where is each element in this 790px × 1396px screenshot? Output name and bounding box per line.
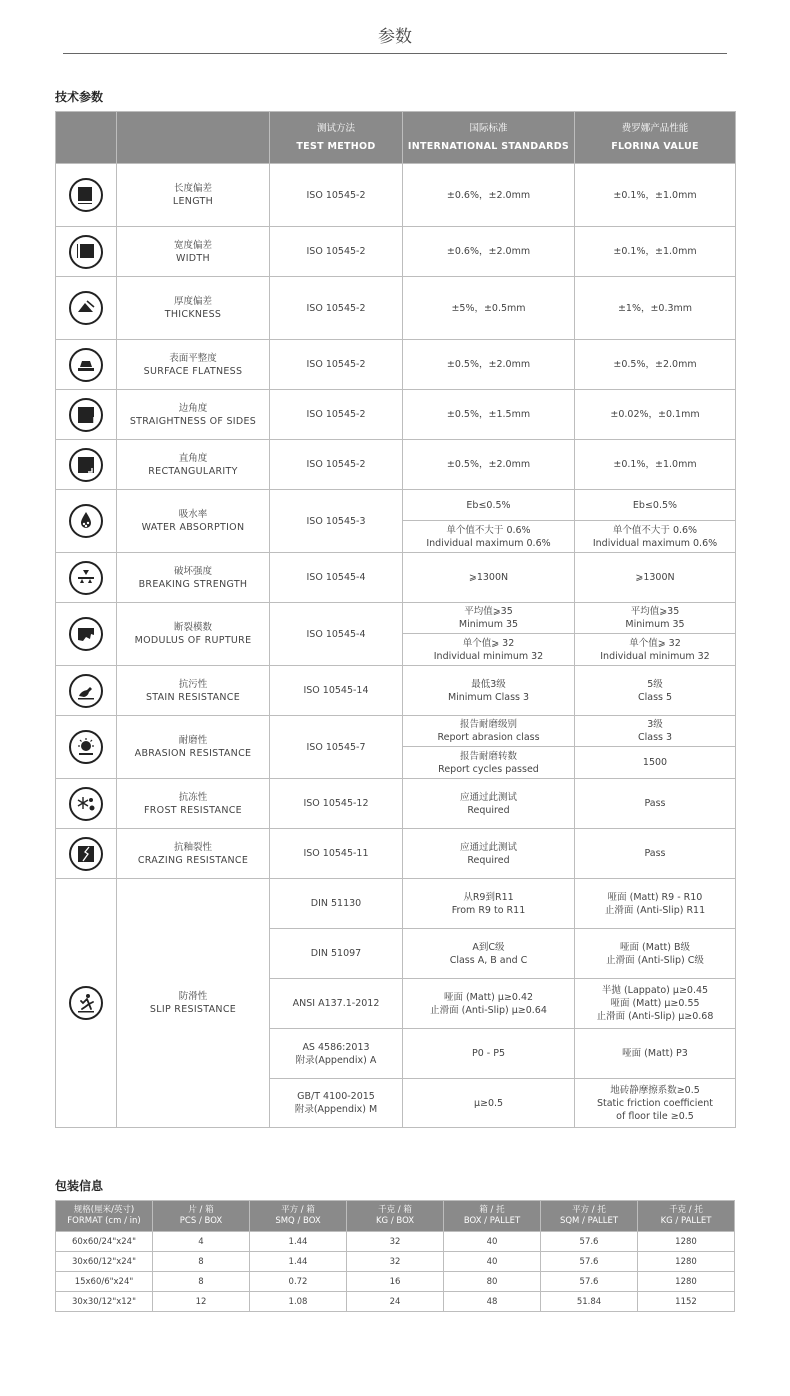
standard-value: P0 - P5 [403, 1029, 575, 1079]
pack-cell: 40 [444, 1232, 541, 1252]
pack-header-kg-box: 千克 / 箱 KG / BOX [347, 1201, 444, 1232]
table-row [56, 277, 736, 340]
item-name: 宽度偏差 WIDTH [117, 227, 270, 277]
rupture-icon [69, 617, 103, 651]
item-name: 防滑性 SLIP RESISTANCE [117, 879, 270, 1128]
item-name: 边角度 STRAIGHTNESS OF SIDES [117, 390, 270, 440]
pack-cell: 1280 [638, 1232, 735, 1252]
packing-info-table [55, 1200, 735, 1312]
pack-cell: 8 [153, 1252, 250, 1272]
stain-icon [69, 674, 103, 708]
table-row [56, 879, 736, 929]
pack-header-format: 规格(厘米/英寸) FORMAT (cm / in) [56, 1201, 153, 1232]
standard-value: ±0.5%，±2.0mm [403, 440, 575, 490]
florina-value: Pass [575, 829, 736, 879]
item-name: 抗釉裂性 CRAZING RESISTANCE [117, 829, 270, 879]
flatness-icon [69, 348, 103, 382]
standard-value: ⩾1300N [403, 553, 575, 603]
pack-cell: 60x60/24"x24" [56, 1232, 153, 1252]
florina-value: Eb≤0.5% [575, 490, 736, 521]
table-row [56, 1232, 735, 1252]
florina-value: ±0.1%，±1.0mm [575, 227, 736, 277]
pack-cell: 4 [153, 1232, 250, 1252]
standard-value: 平均值⩾35 Minimum 35 [403, 603, 575, 634]
florina-value: Pass [575, 779, 736, 829]
florina-value: 哑面 (Matt) B级 止滑面 (Anti-Slip) C级 [575, 929, 736, 979]
technical-parameters-table [55, 111, 736, 1128]
test-method: ISO 10545-2 [270, 440, 403, 490]
florina-value: 5级 Class 5 [575, 666, 736, 716]
table-header-row [56, 112, 736, 164]
test-method: ISO 10545-2 [270, 277, 403, 340]
pack-cell: 1.44 [250, 1232, 347, 1252]
pack-cell: 51.84 [541, 1292, 638, 1312]
table-row [56, 164, 736, 227]
item-name: 破坏强度 BREAKING STRENGTH [117, 553, 270, 603]
table-row [56, 340, 736, 390]
florina-value: ±0.1%，±1.0mm [575, 440, 736, 490]
standard-value: A到C级 Class A, B and C [403, 929, 575, 979]
item-name: 表面平整度 SURFACE FLATNESS [117, 340, 270, 390]
slip-person-icon [69, 986, 103, 1020]
test-method: ISO 10545-4 [270, 553, 403, 603]
pack-cell: 15x60/6"x24" [56, 1272, 153, 1292]
standard-value: 从R9到R11 From R9 to R11 [403, 879, 575, 929]
standard-value: ±5%，±0.5mm [403, 277, 575, 340]
pack-cell: 12 [153, 1292, 250, 1312]
item-name: 长度偏差 LENGTH [117, 164, 270, 227]
test-method: AS 4586:2013 附录(Appendix) A [270, 1029, 403, 1079]
table-row [56, 1292, 735, 1312]
florina-value: 平均值⩾35 Minimum 35 [575, 603, 736, 634]
test-method: DIN 51097 [270, 929, 403, 979]
pack-header-box-pallet: 箱 / 托 BOX / PALLET [444, 1201, 541, 1232]
pack-cell: 57.6 [541, 1252, 638, 1272]
test-method: ISO 10545-2 [270, 164, 403, 227]
pack-cell: 57.6 [541, 1272, 638, 1292]
test-method: ISO 10545-11 [270, 829, 403, 879]
test-method: DIN 51130 [270, 879, 403, 929]
florina-value: 哑面 (Matt) P3 [575, 1029, 736, 1079]
pack-cell: 57.6 [541, 1232, 638, 1252]
pack-cell: 48 [444, 1292, 541, 1312]
test-method: ANSI A137.1-2012 [270, 979, 403, 1029]
standard-value: 最低3级 Minimum Class 3 [403, 666, 575, 716]
test-method: ISO 10545-2 [270, 227, 403, 277]
florina-value: 地砖静摩擦系数≥0.5 Static friction coefficient of floor tile ≥0.5 [575, 1079, 736, 1128]
table-row [56, 716, 736, 747]
header-florina-value: 费罗娜产品性能 FLORINA VALUE [575, 112, 736, 164]
length-square-icon [69, 178, 103, 212]
florina-value: 单个值⩾ 32 Individual minimum 32 [575, 634, 736, 666]
table-row [56, 227, 736, 277]
pack-header-smq-box: 平方 / 箱 SMQ / BOX [250, 1201, 347, 1232]
standard-value: 应通过此测试 Required [403, 779, 575, 829]
water-drop-icon [69, 504, 103, 538]
standard-value: ±0.5%，±1.5mm [403, 390, 575, 440]
florina-value: 哑面 (Matt) R9 - R10 止滑面 (Anti-Slip) R11 [575, 879, 736, 929]
pack-cell: 32 [347, 1232, 444, 1252]
sides-icon [69, 398, 103, 432]
thickness-icon [69, 291, 103, 325]
item-name: 抗污性 STAIN RESISTANCE [117, 666, 270, 716]
florina-value: ±0.5%，±2.0mm [575, 340, 736, 390]
pack-header-sqm-pallet: 平方 / 托 SQM / PALLET [541, 1201, 638, 1232]
header-item-cell [117, 112, 270, 164]
table-row [56, 1252, 735, 1272]
table-row [56, 1272, 735, 1292]
pack-cell: 1.08 [250, 1292, 347, 1312]
header-international-standards: 国际标准 INTERNATIONAL STANDARDS [403, 112, 575, 164]
table-row [56, 603, 736, 634]
test-method: ISO 10545-2 [270, 390, 403, 440]
test-method: GB/T 4100-2015 附录(Appendix) M [270, 1079, 403, 1128]
florina-value: 半抛 (Lappato) μ≥0.45 哑面 (Matt) μ≥0.55 止滑面 (Anti-Slip) μ≥0.68 [575, 979, 736, 1029]
standard-value: 应通过此测试 Required [403, 829, 575, 879]
pack-cell: 40 [444, 1252, 541, 1272]
test-method: ISO 10545-4 [270, 603, 403, 666]
pack-cell: 16 [347, 1272, 444, 1292]
page-title: 参数 [378, 27, 412, 47]
test-method: ISO 10545-7 [270, 716, 403, 779]
table-row [56, 829, 736, 879]
test-method: ISO 10545-14 [270, 666, 403, 716]
table-row [56, 390, 736, 440]
pack-cell: 1.44 [250, 1252, 347, 1272]
breaking-icon [69, 561, 103, 595]
pack-cell: 1280 [638, 1272, 735, 1292]
tech-section-title: 技术参数 [55, 90, 104, 104]
pack-cell: 80 [444, 1272, 541, 1292]
item-name: 断裂模数 MODULUS OF RUPTURE [117, 603, 270, 666]
item-name: 厚度偏差 THICKNESS [117, 277, 270, 340]
florina-value: ±0.1%，±1.0mm [575, 164, 736, 227]
abrasion-icon [69, 730, 103, 764]
table-row [56, 490, 736, 521]
right-angle-icon [69, 448, 103, 482]
table-row [56, 553, 736, 603]
pack-header-row [56, 1201, 735, 1232]
standard-value: 单个值⩾ 32 Individual minimum 32 [403, 634, 575, 666]
standard-value: 哑面 (Matt) μ≥0.42 止滑面 (Anti-Slip) μ≥0.64 [403, 979, 575, 1029]
pack-cell: 24 [347, 1292, 444, 1312]
pack-cell: 30x30/12"x12" [56, 1292, 153, 1312]
standard-value: ±0.6%，±2.0mm [403, 164, 575, 227]
standard-value: 报告耐磨级别 Report abrasion class [403, 716, 575, 747]
table-row [56, 440, 736, 490]
florina-value: 单个值不大于 0.6% Individual maximum 0.6% [575, 521, 736, 553]
item-name: 耐磨性 ABRASION RESISTANCE [117, 716, 270, 779]
table-row [56, 666, 736, 716]
pack-cell: 30x60/12"x24" [56, 1252, 153, 1272]
width-square-icon [69, 235, 103, 269]
item-name: 吸水率 WATER ABSORPTION [117, 490, 270, 553]
pack-cell: 32 [347, 1252, 444, 1272]
standard-value: 单个值不大于 0.6% Individual maximum 0.6% [403, 521, 575, 553]
test-method: ISO 10545-12 [270, 779, 403, 829]
pack-header-kg-pallet: 千克 / 托 KG / PALLET [638, 1201, 735, 1232]
test-method: ISO 10545-3 [270, 490, 403, 553]
test-method: ISO 10545-2 [270, 340, 403, 390]
header-icon-cell [56, 112, 117, 164]
standard-value: Eb≤0.5% [403, 490, 575, 521]
title-divider [63, 53, 727, 54]
pack-cell: 1280 [638, 1252, 735, 1272]
florina-value: 1500 [575, 747, 736, 779]
pack-cell: 8 [153, 1272, 250, 1292]
item-name: 抗冻性 FROST RESISTANCE [117, 779, 270, 829]
pack-cell: 0.72 [250, 1272, 347, 1292]
florina-value: ±1%，±0.3mm [575, 277, 736, 340]
standard-value: ±0.5%，±2.0mm [403, 340, 575, 390]
standard-value: μ≥0.5 [403, 1079, 575, 1128]
florina-value: 3级 Class 3 [575, 716, 736, 747]
header-test-method: 测试方法 TEST METHOD [270, 112, 403, 164]
item-name: 直角度 RECTANGULARITY [117, 440, 270, 490]
florina-value: ⩾1300N [575, 553, 736, 603]
snowflake-icon [69, 787, 103, 821]
table-row [56, 779, 736, 829]
pack-cell: 1152 [638, 1292, 735, 1312]
standard-value: ±0.6%，±2.0mm [403, 227, 575, 277]
crack-icon [69, 837, 103, 871]
pack-section-title: 包装信息 [55, 1179, 104, 1193]
florina-value: ±0.02%，±0.1mm [575, 390, 736, 440]
pack-header-pcs-box: 片 / 箱 PCS / BOX [153, 1201, 250, 1232]
standard-value: 报告耐磨转数 Report cycles passed [403, 747, 575, 779]
